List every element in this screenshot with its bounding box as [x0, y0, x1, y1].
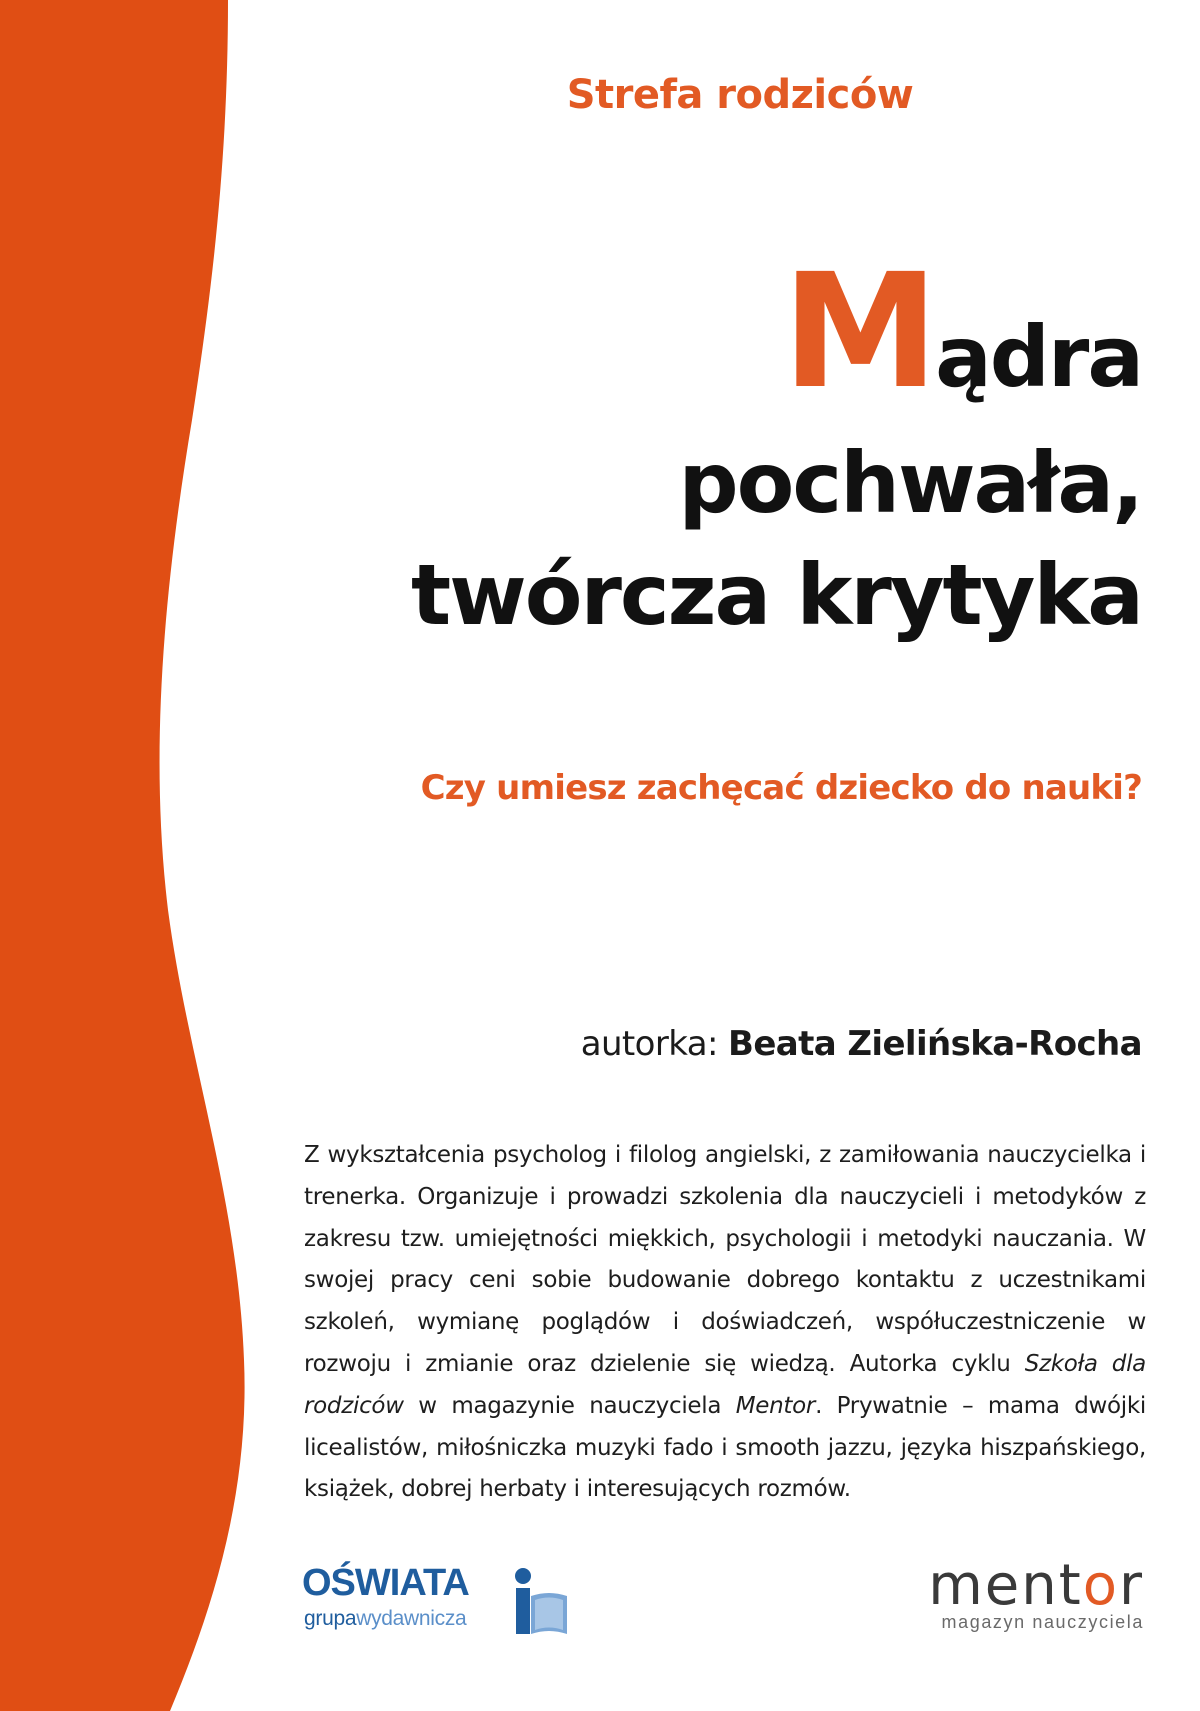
- mentor-name-b: r: [1118, 1553, 1144, 1618]
- title-line-1: [242, 240, 1142, 427]
- mentor-logo: [884, 1553, 1144, 1636]
- bio-text-2: w magazynie nauczyciela: [403, 1392, 736, 1419]
- oswiata-logo-name: OŚWIATA: [302, 1562, 469, 1604]
- mentor-logo-subtitle: magazyn nauczyciela: [941, 1612, 1144, 1632]
- bio-text-3: . Prywatnie – mama dwójki licealistów, miłośniczka muzyki fado i smooth jazzu, języka hiszpańskiego, książek, dobrej herbaty i interesujących rozmów.: [304, 1392, 1146, 1503]
- author-label: autorka:: [580, 1024, 729, 1064]
- oswiata-logo-subtitle: [304, 1607, 466, 1631]
- oswiata-logo: [302, 1562, 582, 1646]
- article-subtitle: Czy umiesz zachęcać dziecko do nauki?: [420, 768, 1142, 808]
- bio-text-1: Z wykształcenia psycholog i filolog angielski, z zamiłowania nauczycielka i trenerka. Organizuje i prowadzi szkolenia dla nauczycieli i metodyków z zakresu tzw. umiejętności miękkich, psychologii i metodyki nauczania. W swojej pracy ceni sobie budowanie dobrego kontaktu z uczestnikami szkoleń, wymianę poglądów i doświadczeń, współuczestniczenie w rozwoju i zmianie oraz dzielenie się wiedzą. Autorka cyklu: [304, 1142, 1146, 1377]
- author-bio: [304, 1135, 1146, 1511]
- title-initial-letter: M: [781, 240, 936, 424]
- title-line-2: pochwała,: [678, 434, 1142, 532]
- mentor-name-a: ment: [928, 1553, 1083, 1618]
- bio-italic-magazine: Mentor: [735, 1392, 816, 1419]
- mentor-logo-name: [884, 1553, 1144, 1618]
- author-line: [242, 1024, 1142, 1064]
- bio-italic-series: Szkoła dla rodziców: [304, 1350, 1146, 1419]
- article-title: [242, 240, 1142, 651]
- oswiata-sub-b: wydawnicza: [356, 1607, 467, 1630]
- title-line-3: twórcza krytyka: [410, 546, 1142, 644]
- title-line-1-rest: ądra: [935, 308, 1142, 406]
- mentor-name-o: o: [1082, 1553, 1119, 1618]
- book-i-icon: [507, 1566, 573, 1638]
- oswiata-sub-a: grupa: [304, 1607, 357, 1630]
- author-name: Beata Zielińska-Rocha: [728, 1024, 1142, 1064]
- series-label: Strefa rodziców: [566, 72, 914, 118]
